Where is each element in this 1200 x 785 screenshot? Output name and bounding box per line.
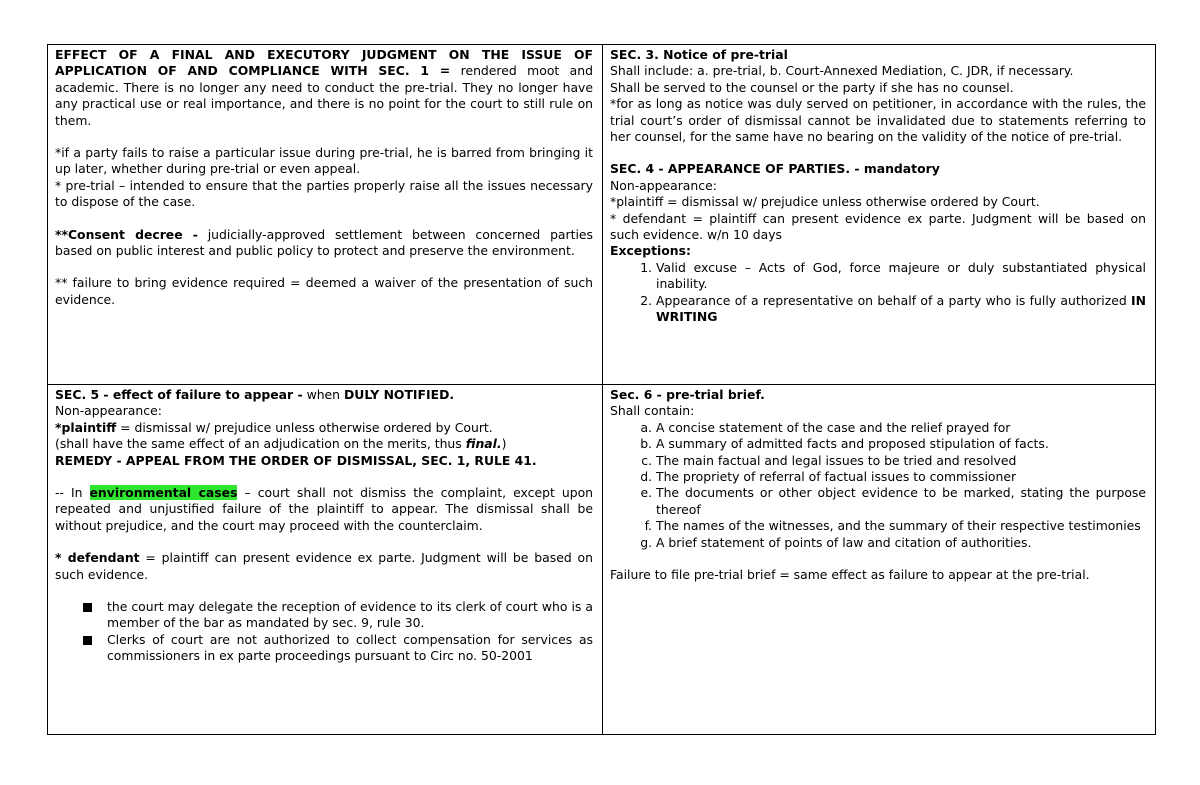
sec6-heading: Sec. 6 - pre-trial brief. [610,387,765,402]
table-row [48,385,1156,735]
consent-decree-definition: judicially-approved settlement between concerned parties based on public interest and public policy to protect and preserve the environment. [55,226,594,259]
list-item: g. A brief statement of points of law and citation of authorities. [656,535,1146,551]
sec5-plaintiff: *plaintiff = dismissal w/ prejudice unless otherwise ordered by Court. [55,419,493,435]
sec4-defendant: * defendant = plaintiff can present evidence ex parte. Judgment will be based on such evidence. w/n 10 days [610,210,1146,243]
sec3-served: Shall be served to the counsel or the party if she has no counsel. [610,79,1014,95]
sec4-heading: SEC. 4 - APPEARANCE OF PARTIES. - mandatory [610,161,940,177]
sec5-same-effect: (shall have the same effect of an adjudication on the merits, thus final.) [55,436,507,452]
square-bullet-icon [83,636,92,645]
sec4-nonappearance: Non-appearance: [610,177,717,193]
final-judgment-paragraph [55,47,593,129]
waiver-note: ** failure to bring evidence required = deemed a waiver of the presentation of such evidence. [55,275,593,307]
notes-page [47,44,1156,735]
notes-table [47,44,1156,735]
sec6-shall-contain: Shall contain: [610,403,695,419]
brief-contents-list [610,420,1146,551]
sec5-defendant: * defendant = plaintiff can present evidence ex parte. Judgment will be based on such evidence. [55,550,593,582]
sec5-nonappearance: Non-appearance: [55,403,162,419]
final-judgment-heading: EFFECT OF A FINAL AND EXECUTORY JUDGMENT ON THE ISSUE OF APPLICATION OF AND COMPLIANCE WITH SEC. 1 = [55,47,593,79]
list-item: d. The propriety of referral of factual issues to commissioner [656,469,1146,485]
cell-failure-to-appear [48,385,603,735]
issue-bar-note: *if a party fails to raise a particular issue during pre-trial, he is barred from bringing it up later, whether during pre-trial or even appeal. [55,145,593,177]
sec3-heading: SEC. 3. Notice of pre-trial [610,47,788,62]
sec5-remedy: REMEDY - APPEAL FROM THE ORDER OF DISMISSAL, SEC. 1, RULE 41. [55,452,537,468]
final-judgment-text: rendered moot and academic. There is no longer any need to conduct the pre-trial. They no longer have any practical use or real importance, and there is no point for the court to still rule on them. [55,63,593,128]
list-item: e. The documents or other object evidence to be marked, stating the purpose thereof [656,485,1146,518]
list-item: c. The main factual and legal issues to be tried and resolved [656,453,1146,469]
exceptions-label: Exceptions: [610,243,691,259]
list-item: the court may delegate the reception of evidence to its clerk of court who is a member of the bar as mandated by sec. 9, rule 30. [107,599,593,632]
sec4-plaintiff: *plaintiff = dismissal w/ prejudice unless otherwise ordered by Court. [610,194,1040,210]
list-item: f. The names of the witnesses, and the summary of their respective testimonies [656,518,1146,534]
cell-final-judgment [48,45,603,385]
environmental-cases-highlight: environmental cases [89,485,238,501]
list-item: a. A concise statement of the case and the relief prayed for [656,420,1146,436]
table-row [48,45,1156,385]
consent-decree-term: **Consent decree - [55,226,198,242]
consent-decree-note [55,227,593,260]
list-item: 1. Valid excuse – Acts of God, force majeure or duly substantiated physical inability. [656,260,1146,293]
clerk-bullets [55,599,593,665]
list-item: Clerks of court are not authorized to collect compensation for services as commissioners in ex parte proceedings pursuant to Circ no. 50-2001 [107,632,593,665]
sec3-notice-note: *for as long as notice was duly served on petitioner, in accordance with the rules, the trial court’s order of dismissal cannot be invalidated due to statements referring to her counsel, for the same have no bearing on the validity of the notice of pre-trial. [610,96,1146,145]
sec5-heading: SEC. 5 - effect of failure to appear - when DULY NOTIFIED. [55,387,455,402]
exceptions-list [610,260,1146,326]
pretrial-purpose-note: * pre-trial – intended to ensure that the parties properly raise all the issues necessary to dispose of the case. [55,177,593,210]
failure-to-file-note: Failure to file pre-trial brief = same effect as failure to appear at the pre-trial. [610,567,1090,583]
list-item: 2. Appearance of a representative on behalf of a party who is fully authorized IN WRITING [656,293,1146,326]
cell-notice-appearance [603,45,1156,385]
cell-pretrial-brief [603,385,1156,735]
environmental-cases-note: -- In environmental cases – court shall not dismiss the complaint, except upon repeated and unjustified failure of the plaintiff to appear. The dismissal shall be without prejudice, and the court may proceed with the counterclaim. [55,485,594,533]
list-item: b. A summary of admitted facts and proposed stipulation of facts. [656,436,1146,452]
square-bullet-icon [83,603,92,612]
sec3-shall-include: Shall include: a. pre-trial, b. Court-Annexed Mediation, C. JDR, if necessary. [610,63,1074,79]
